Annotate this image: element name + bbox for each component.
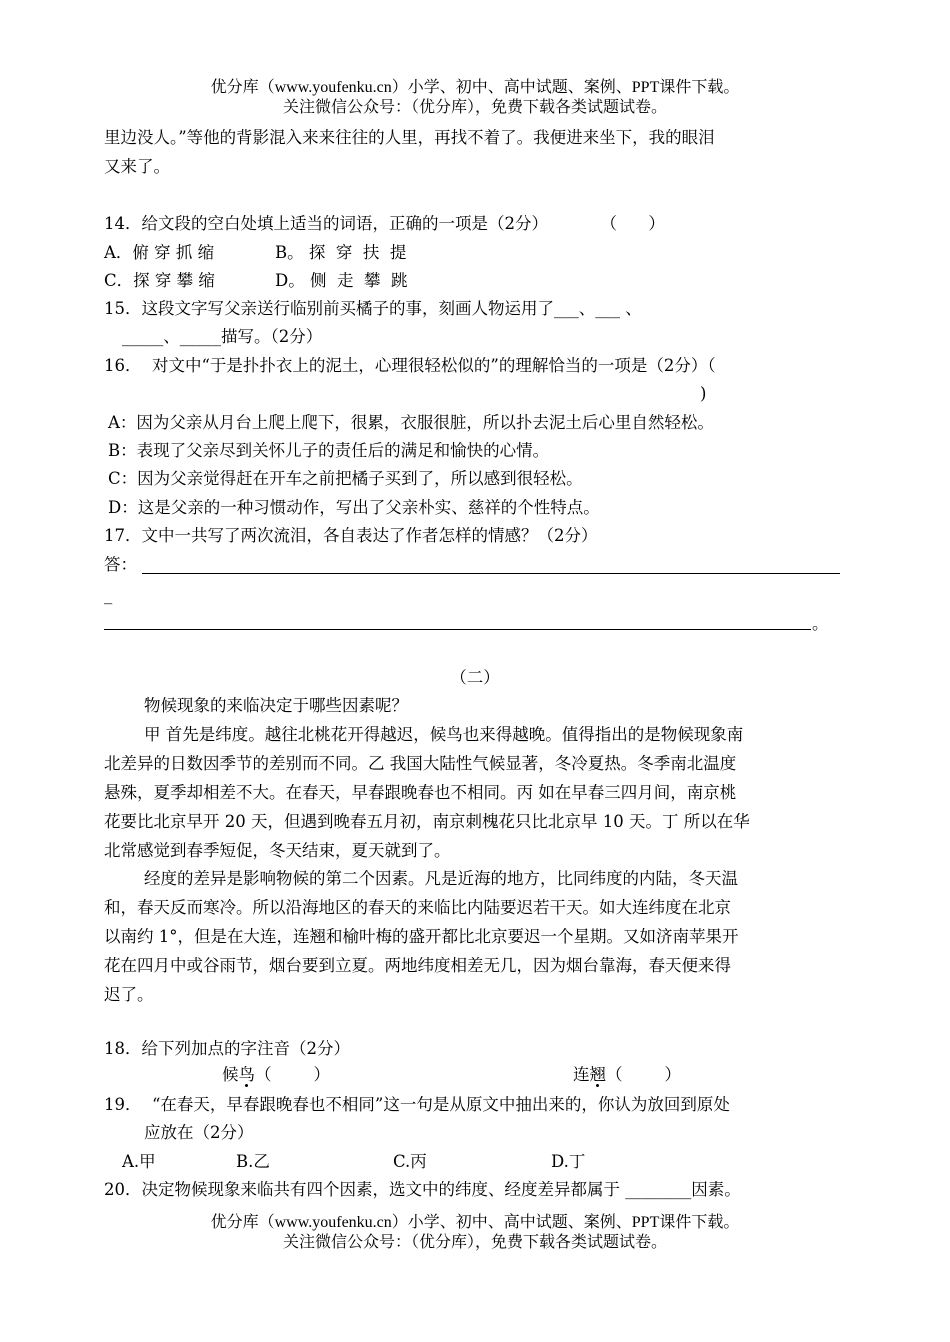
- question-16-paren: ): [700, 384, 707, 403]
- paragraph-line: 甲 首先是纬度。越往北桃花开得越迟，候鸟也来得越晚。值得指出的是物候现象南: [144, 725, 744, 744]
- question-19-option-b: B.乙: [236, 1152, 270, 1171]
- question-19-line-1: 19． “在春天，早春跟晚春也不相同”这一句是从原文中抽出来的，你认为放回到原处: [104, 1095, 730, 1114]
- header-line-2: 关注微信公众号：（优分库），免费下载各类试题试卷。: [282, 99, 667, 116]
- passage-line: 又来了。: [104, 157, 170, 176]
- paragraph-line: 和，春天反而寒冷。所以沿海地区的春天的来临比内陆要迟若干天。如大连纬度在北京: [104, 898, 731, 917]
- question-16-option-c: C：因为父亲觉得赶在开车之前把橘子买到了，所以感到很轻松。: [108, 469, 583, 488]
- answer-dash: _: [104, 585, 113, 604]
- paragraph-line: 花在四月中或谷雨节，烟台要到立夏。两地纬度相差无几，因为烟台靠海，春天便来得: [104, 956, 731, 975]
- question-14-option-b: B。 探 穿 扶 提: [275, 243, 407, 262]
- item-1-blank[interactable]: （ ）: [255, 1065, 330, 1084]
- question-15-line-2: _____、_____描写。（2分）: [122, 327, 323, 346]
- question-19-option-c: C.丙: [393, 1152, 427, 1171]
- item-2-blank[interactable]: （ ）: [606, 1065, 681, 1084]
- question-19-option-a: A.甲: [122, 1152, 156, 1171]
- question-20: 20．决定物候现象来临共有四个因素，选文中的纬度、经度差异都属于 ________因素。: [104, 1180, 741, 1199]
- question-15-line-1: 15．这段文字写父亲送行临别前买橘子的事，刻画人物运用了___、___ 、: [104, 299, 642, 318]
- paragraph-line: 迟了。: [104, 985, 154, 1004]
- item-1-dotted-char: 鸟: [238, 1065, 255, 1084]
- paragraph-line: 花要比北京早开 20 天，但遇到晚春五月初，南京刺槐花只比北京早 10 天。丁 所以在华: [104, 812, 750, 831]
- paragraph-line: 以南约 1°，但是在大连，连翘和榆叶梅的盛开都比北京要迟一个星期。又如济南苹果开: [104, 927, 739, 946]
- question-17-stem: 17．文中一共写了两次流泪，各自表达了作者怎样的情感？（2分）: [104, 526, 598, 545]
- item-2-dotted-char: 翘: [589, 1065, 606, 1084]
- question-19-option-d: D.丁: [551, 1152, 586, 1171]
- question-19-line-2: 应放在（2分）: [144, 1123, 254, 1142]
- answer-end-mark: 。: [812, 614, 829, 633]
- question-14-option-d: D。 侧 走 攀 跳: [275, 271, 408, 290]
- question-18-stem: 18．给下列加点的字注音（2分）: [104, 1039, 350, 1058]
- answer-line-2[interactable]: [104, 629, 811, 630]
- paragraph-line: 北差异的日数因季节的差别而不同。乙 我国大陆性气候显著，冬冷夏热。冬季南北温度: [104, 754, 737, 773]
- question-14-option-a: A．俯 穿 抓 缩: [104, 243, 215, 262]
- question-16-option-b: B：表现了父亲尽到关怀儿子的责任后的满足和愉快的心情。: [108, 441, 550, 460]
- item-2-char: 连: [573, 1065, 590, 1084]
- question-14-option-c: C．探 穿 攀 缩: [104, 271, 215, 290]
- header-line-1: 优分库（www.youfenku.cn）小学、初中、高中试题、案例、PPT课件下载。: [210, 79, 740, 96]
- section-2-title: （二）: [450, 668, 500, 687]
- question-18-item-1: [222, 1063, 330, 1087]
- question-16-option-d: D：这是父亲的一种习惯动作，写出了父亲朴实、慈祥的个性特点。: [108, 498, 600, 517]
- footer-line-1: 优分库（www.youfenku.cn）小学、初中、高中试题、案例、PPT课件下载。: [210, 1214, 740, 1231]
- question-16-stem: 16． 对文中“于是扑扑衣上的泥土，心理很轻松似的”的理解恰当的一项是（2分）（: [104, 356, 716, 375]
- passage-line: 里边没人。”等他的背影混入来来往往的人里，再找不着了。我便进来坐下，我的眼泪: [104, 128, 715, 147]
- answer-label: 答：: [104, 555, 137, 574]
- question-14-stem: 14．给文段的空白处填上适当的词语，正确的一项是（2分） （ ）: [104, 214, 665, 233]
- question-18-item-2: [573, 1063, 681, 1087]
- answer-line-1[interactable]: [142, 573, 840, 574]
- paragraph-line: 经度的差异是影响物候的第二个因素。凡是近海的地方，比同纬度的内陆，冬天温: [144, 869, 738, 888]
- question-16-option-a: A：因为父亲从月台上爬上爬下，很累，衣服很脏，所以扑去泥土后心里自然轻松。: [108, 413, 714, 432]
- section-2-intro: 物候现象的来临决定于哪些因素呢？: [144, 696, 408, 715]
- paragraph-line: 北常感觉到春季短促，冬天结束，夏天就到了。: [104, 841, 451, 860]
- footer-line-2: 关注微信公众号：（优分库），免费下载各类试题试卷。: [282, 1234, 667, 1251]
- item-1-char: 候: [222, 1065, 239, 1084]
- paragraph-line: 悬殊，夏季却相差不大。在春天，早春跟晚春也不相同。丙 如在早春三四月间，南京桃: [104, 783, 737, 802]
